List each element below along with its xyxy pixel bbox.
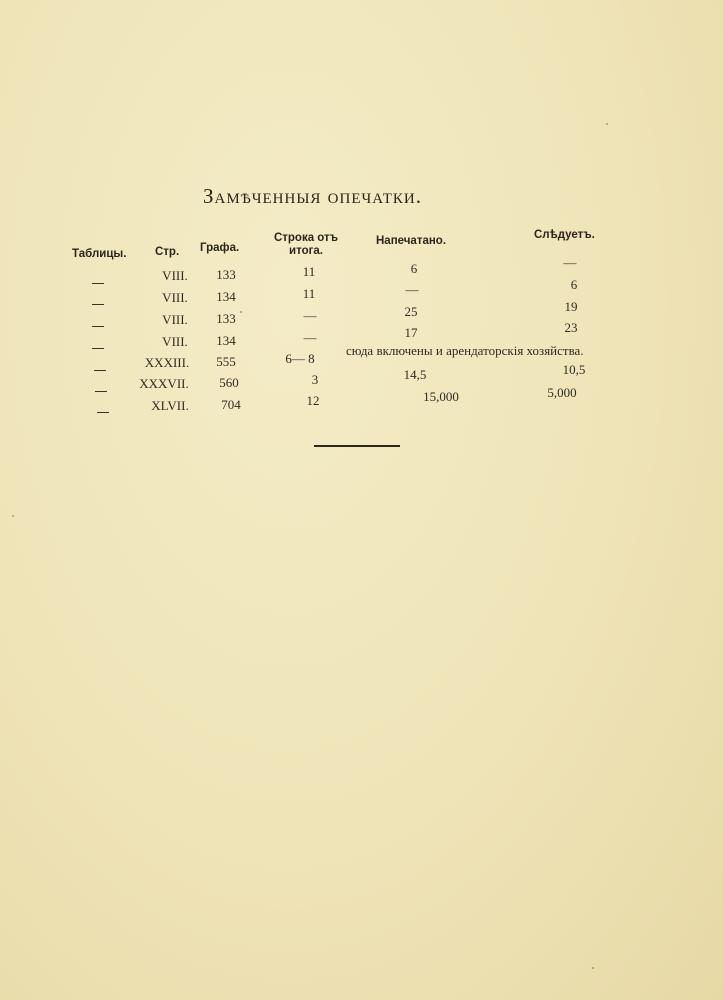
page-title: Замѣченныя опечатки. — [203, 184, 423, 208]
cell-row: — — [303, 308, 317, 323]
cell-should-be: 6 — [570, 277, 578, 292]
cell-page: VIII. — [162, 268, 188, 283]
table-dash — [92, 304, 104, 305]
cell-page: VIII. — [162, 290, 188, 305]
cell-printed: 25 — [404, 304, 418, 319]
cell-page: XXXIII. — [144, 355, 190, 370]
cell-page: VIII. — [162, 334, 188, 349]
cell-printed: 15,000 — [423, 389, 459, 404]
cell-printed: — — [405, 282, 419, 297]
cell-printed: 6 — [410, 261, 418, 276]
cell-page: XLVII. — [151, 398, 189, 413]
cell-should-be: 19 — [564, 299, 578, 314]
paper-speck — [592, 967, 594, 969]
header-column: Графа. — [200, 242, 240, 254]
table-dash — [92, 348, 104, 349]
table-dash — [92, 326, 104, 327]
table-dash — [95, 391, 107, 392]
header-row-line1: Строка отъ — [273, 232, 339, 244]
cell-should-be: 10,5 — [562, 362, 586, 377]
table-dash — [97, 412, 109, 413]
header-row-from-total — [266, 232, 346, 258]
header-should-be: Слѣдуетъ. — [534, 229, 595, 241]
paper-speck — [606, 123, 608, 125]
cell-should-be: 23 — [564, 320, 578, 335]
cell-row: 11 — [302, 286, 316, 301]
table-dash — [92, 283, 104, 284]
cell-should-be: — — [563, 255, 577, 270]
paper-speck — [12, 515, 14, 517]
cell-row: 12 — [306, 393, 320, 408]
cell-column: 704 — [221, 397, 241, 412]
cell-column: 133 — [216, 311, 236, 326]
closing-rule — [314, 445, 400, 447]
header-page: Стр. — [155, 246, 180, 258]
header-row-line2: итога. — [289, 245, 323, 257]
paper-speck — [240, 311, 242, 313]
cell-note: сюда включены и арендаторскія хозяйства. — [346, 343, 584, 358]
cell-printed: 14,5 — [403, 367, 427, 382]
cell-column: 134 — [216, 289, 236, 304]
table-dash — [94, 370, 106, 371]
cell-column: 560 — [219, 375, 239, 390]
cell-page: XXXVII. — [139, 376, 189, 391]
cell-row: 11 — [302, 264, 316, 279]
cell-column: 134 — [216, 333, 236, 348]
header-tables: Таблицы. — [72, 248, 127, 260]
cell-should-be: 5,000 — [547, 385, 577, 400]
header-printed: Напечатано. — [376, 235, 447, 247]
cell-column: 133 — [216, 267, 236, 282]
cell-row: 3 — [311, 372, 319, 387]
cell-printed: 17 — [404, 325, 418, 340]
cell-row: 6— 8 — [285, 351, 315, 366]
cell-page: VIII. — [162, 312, 188, 327]
cell-row: — — [303, 330, 317, 345]
cell-column: 555 — [216, 354, 236, 369]
